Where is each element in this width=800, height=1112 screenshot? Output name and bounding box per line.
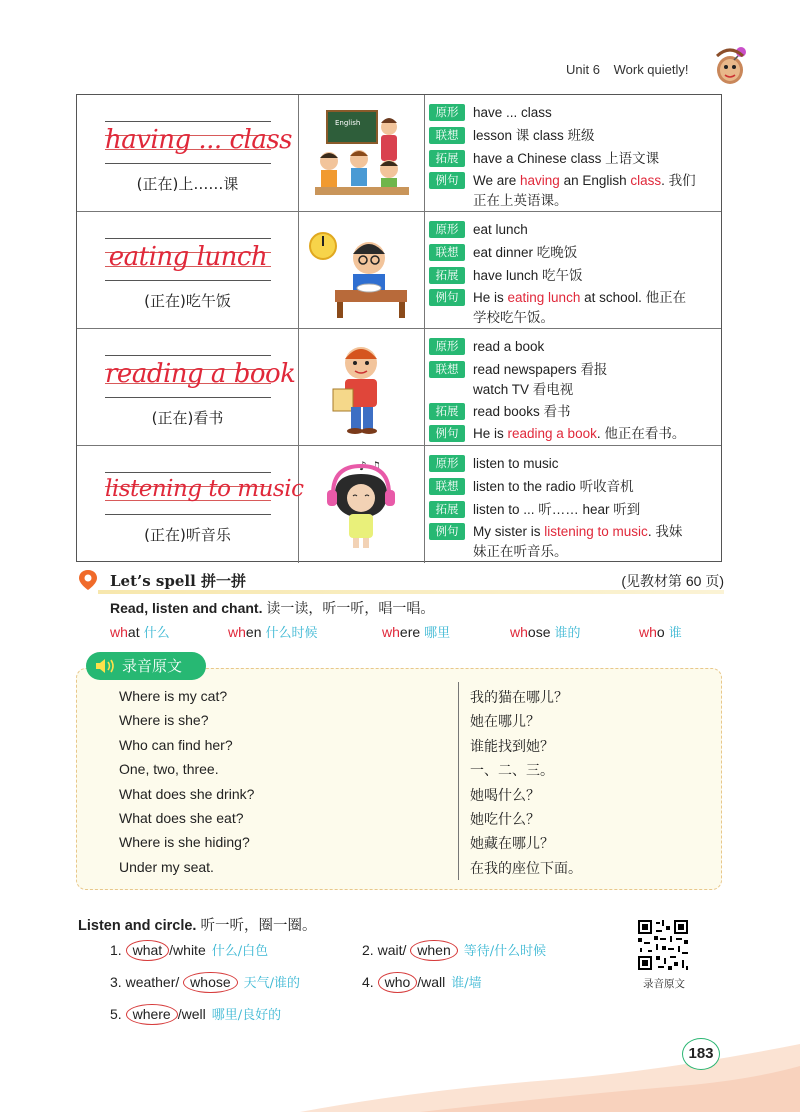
page-header — [540, 58, 800, 88]
reading-illustration — [307, 337, 417, 437]
transcript-line-en: Where is my cat? — [119, 688, 228, 704]
transcript-line-en: Under my seat. — [119, 859, 214, 875]
circled-answer[interactable]: who — [378, 972, 418, 993]
entry-base: 原形 read a book — [429, 335, 719, 357]
writing-lines — [105, 232, 271, 284]
circle-item: 2. wait/ when 等待/什么时候 — [362, 942, 547, 959]
entry-extension: 拓展 have a Chinese class 上语文课 — [429, 147, 719, 169]
entry-extension: 拓展 listen to ... 听…… hear 听到 — [429, 498, 719, 520]
phrase-script: having ... class — [105, 125, 293, 155]
transcript-line-en: Where is she hiding? — [119, 834, 250, 850]
entry-related-cont: watch TV 看电视 — [473, 382, 574, 397]
picture-cell — [299, 95, 425, 211]
spell-words — [110, 622, 710, 642]
phrase-cell — [77, 446, 304, 563]
tag-related: 联想 — [429, 127, 465, 144]
decorative-wave — [300, 1030, 800, 1112]
phrase-cell — [77, 329, 299, 445]
svg-text:♪ ♫: ♪ ♫ — [359, 459, 382, 473]
circle-item: 1. what /white 什么/白色 — [110, 942, 269, 959]
detail-cell — [425, 212, 721, 328]
spell-word: what 什么 — [110, 624, 170, 641]
spell-word: who 谁 — [639, 624, 682, 641]
phrase-meaning: (正在)吃午饭 — [144, 292, 231, 310]
qr-code-icon[interactable] — [636, 918, 690, 972]
entry-example: 例句 We are having an English class. 我们 — [429, 169, 719, 191]
tag-base: 原形 — [429, 104, 465, 121]
entry-example-cont: 正在上英语课。 — [473, 193, 568, 208]
picture-cell — [299, 446, 425, 563]
phrase-script: eating lunch — [108, 242, 268, 272]
detail-cell — [425, 95, 721, 211]
spell-title: Let’s spell 拼一拼 — [110, 572, 247, 590]
unit-title: Work quietly! — [613, 62, 689, 77]
spell-section-header — [78, 568, 724, 592]
circle-item: 3. weather/ whose 天气/谁的 — [110, 974, 301, 991]
listen-circle-title: Listen and circle. 听一听，圈一圈。 — [78, 918, 317, 934]
vocab-row — [77, 329, 721, 446]
picture-cell — [299, 212, 425, 328]
location-pin-icon — [78, 569, 98, 591]
vocab-row — [77, 212, 721, 329]
phrase-cell — [77, 212, 299, 328]
vocab-row — [77, 446, 721, 563]
unit-label: Unit 6 — [566, 62, 600, 77]
transcript-line-en: What does she drink? — [119, 786, 255, 802]
speaker-icon — [94, 658, 116, 674]
transcript-line-en: Where is she? — [119, 712, 209, 728]
circle-item: 4. who /wall 谁/墙 — [362, 974, 482, 991]
circle-item: 5. where /well 哪里/良好的 — [110, 1006, 282, 1023]
phrase-script: reading a book — [105, 359, 296, 389]
writing-lines — [105, 349, 296, 401]
transcript-line-zh: 她在哪儿？ — [470, 714, 540, 730]
transcript-line-zh: 她吃什么？ — [470, 812, 540, 828]
spell-word: whose 谁的 — [510, 624, 581, 641]
classroom-illustration — [307, 103, 417, 203]
detail-cell — [425, 446, 721, 563]
picture-cell — [299, 329, 425, 445]
entry-related: 联想 read newspapers 看报 — [429, 358, 719, 380]
transcript-line-zh: 她喝什么？ — [470, 788, 540, 804]
tag-extension: 拓展 — [429, 150, 465, 167]
qr-label: 录音原文 — [643, 978, 685, 990]
writing-lines — [105, 115, 293, 167]
page-number: 183 — [682, 1038, 720, 1070]
audio-transcript-button[interactable]: 录音原文 — [86, 652, 206, 680]
entry-related: 联想 listen to the radio 听收音机 — [429, 475, 719, 497]
mascot-icon — [710, 42, 750, 86]
circled-answer[interactable]: where — [126, 1004, 178, 1025]
entry-base: 原形 have ... class — [429, 101, 719, 123]
writing-lines — [105, 466, 304, 518]
transcript-line-zh: 谁能找到她？ — [470, 739, 554, 755]
entry-base: 原形 eat lunch — [429, 218, 719, 240]
transcript-line-zh: 她藏在哪儿？ — [470, 836, 554, 852]
transcript-line-en: What does she eat? — [119, 810, 244, 826]
spell-instruction: Read, listen and chant. 读一读，听一听，唱一唱。 — [110, 600, 435, 616]
textbook-reference: (见教材第 60 页) — [621, 573, 724, 589]
transcript-line-zh: 一、二、三。 — [470, 763, 554, 779]
phrase-cell — [77, 95, 299, 211]
spell-word: where 哪里 — [382, 624, 451, 641]
spell-word: when 什么时候 — [228, 624, 318, 641]
entry-example: 例句 He is eating lunch at school. 他正在 — [429, 286, 719, 308]
transcript-line-zh: 在我的座位下面。 — [470, 861, 582, 877]
lunch-illustration — [307, 220, 417, 320]
phrase-meaning: (正在)上……课 — [136, 175, 239, 193]
circled-answer[interactable]: what — [126, 940, 170, 961]
circled-answer[interactable]: whose — [183, 972, 237, 993]
circled-answer[interactable]: when — [410, 940, 457, 961]
vocab-row — [77, 95, 721, 212]
entry-example-cont: 妹正在听音乐。 — [473, 544, 568, 559]
tag-example: 例句 — [429, 172, 465, 189]
transcript-divider — [458, 682, 459, 880]
phrase-script: listening to music — [105, 476, 304, 502]
entry-example: 例句 He is reading a book. 他正在看书。 — [429, 422, 719, 444]
transcript-line-en: Who can find her? — [119, 737, 233, 753]
transcript-line-en: One, two, three. — [119, 761, 219, 777]
header-text — [566, 62, 689, 77]
entry-example: 例句 My sister is listening to music. 我妹 — [429, 520, 719, 542]
phrase-meaning: (正在)看书 — [151, 409, 224, 427]
phrase-meaning: (正在)听音乐 — [144, 526, 231, 544]
entry-related: 联想 eat dinner 吃晚饭 — [429, 241, 719, 263]
svg-text:English: English — [335, 119, 361, 127]
entry-base: 原形 listen to music — [429, 452, 719, 474]
entry-extension: 拓展 read books 看书 — [429, 400, 719, 422]
transcript-line-zh: 我的猫在哪儿？ — [470, 690, 568, 706]
entry-extension: 拓展 have lunch 吃午饭 — [429, 264, 719, 286]
entry-example-cont: 学校吃午饭。 — [473, 310, 554, 325]
detail-cell — [425, 329, 721, 445]
music-illustration — [307, 454, 417, 554]
entry-related: 联想 lesson 课 class 班级 — [429, 124, 719, 146]
vocabulary-table — [76, 94, 722, 562]
